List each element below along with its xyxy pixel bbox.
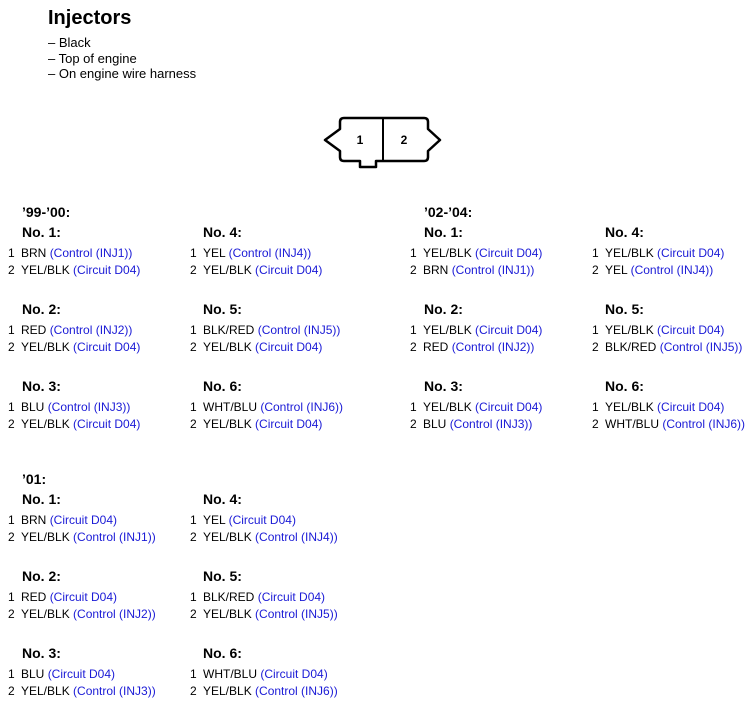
pin-number: 2 [8,530,15,544]
pin-row [190,323,340,337]
note-color: – Black [48,35,91,50]
pin-row [410,263,534,277]
pin-row [592,323,724,337]
circuit-description: (Control (INJ2)) [73,607,156,621]
injector-title: No. 1: [22,491,61,507]
injector-title: No. 5: [203,568,242,584]
pin-number: 2 [190,530,197,544]
pin-number: 1 [8,513,15,527]
circuit-description: (Control (INJ3)) [47,400,131,414]
wire-color: YEL/BLK [203,340,252,354]
pin-row [190,590,325,604]
injector-title: No. 3: [22,645,61,661]
wire-color: YEL/BLK [605,323,654,337]
pin-row [8,323,132,337]
wire-color: BLU [423,417,447,431]
pin-number: 1 [592,400,599,414]
injector-title: No. 4: [203,491,242,507]
wire-color: WHT/BLU [605,417,659,431]
injector-title: No. 6: [203,645,242,661]
pin-row [592,417,745,431]
pin-2-label: 2 [400,133,408,147]
pin-row [592,340,742,354]
pin-number: 2 [592,340,599,354]
circuit-description: (Control (INJ2)) [451,340,535,354]
year-range-heading: ’02-’04: [424,204,473,220]
pin-row [592,246,724,260]
injector-title: No. 3: [22,378,61,394]
pin-row [592,263,713,277]
circuit-description: (Circuit D04) [73,340,141,354]
pin-number: 2 [8,340,15,354]
note-harness: – On engine wire harness [48,66,197,81]
pin-row [8,513,117,527]
circuit-description: (Circuit D04) [475,400,543,414]
pin-number: 1 [8,590,15,604]
pin-row [190,400,343,414]
circuit-description: (Control (INJ6)) [255,684,338,698]
injector-title: No. 4: [605,224,644,240]
circuit-description: (Circuit D04) [255,263,323,277]
pin-number: 2 [190,340,197,354]
wire-color: YEL/BLK [605,246,654,260]
pin-number: 2 [8,684,15,698]
circuit-description: (Circuit D04) [73,417,141,431]
pin-number: 2 [410,340,417,354]
circuit-description: (Circuit D04) [47,667,116,681]
circuit-description: (Control (INJ1)) [73,530,156,544]
wire-color: YEL/BLK [203,530,252,544]
circuit-description: (Control (INJ3)) [73,684,156,698]
injector-title: No. 1: [424,224,463,240]
pin-row [8,340,140,354]
pin-row [190,530,338,544]
circuit-description: (Control (INJ1)) [451,263,535,277]
pin-number: 2 [8,417,15,431]
circuit-description: (Control (INJ5)) [659,340,743,354]
circuit-description: (Circuit D04) [475,323,543,337]
pin-number: 1 [190,246,197,260]
injector-title: No. 2: [22,568,61,584]
wire-color: BRN [21,246,47,260]
circuit-description: (Control (INJ3)) [449,417,533,431]
wire-color: BLK/RED [203,590,255,604]
circuit-description: (Control (INJ5)) [255,607,338,621]
circuit-description: (Circuit D04) [260,667,328,681]
circuit-description: (Circuit D04) [257,590,326,604]
wire-color: BLU [21,400,45,414]
circuit-description: (Circuit D04) [657,323,725,337]
pin-row [8,684,156,698]
circuit-description: (Control (INJ6)) [662,417,746,431]
pin-row [410,340,534,354]
circuit-description: (Circuit D04) [73,263,141,277]
injector-title: No. 5: [605,301,644,317]
pin-number: 2 [190,607,197,621]
pin-number: 2 [190,417,197,431]
wire-color: YEL/BLK [203,684,252,698]
pin-row [190,417,322,431]
wire-color: RED [423,340,449,354]
circuit-description: (Control (INJ4)) [630,263,714,277]
injector-title: No. 5: [203,301,242,317]
wire-color: YEL/BLK [605,400,654,414]
page-title: Injectors [48,7,132,29]
wire-color: YEL [605,263,628,277]
injector-title: No. 2: [22,301,61,317]
pin-number: 1 [190,400,197,414]
circuit-description: (Control (INJ6)) [260,400,344,414]
wire-color: YEL/BLK [203,263,252,277]
wire-color: BLU [21,667,45,681]
pin-row [190,667,328,681]
wire-color: WHT/BLU [203,667,257,681]
pin-row [190,263,322,277]
pin-row [190,340,322,354]
pin-row [8,530,156,544]
pin-row [8,667,115,681]
pin-number: 2 [190,684,197,698]
wire-color: YEL/BLK [423,246,472,260]
pin-number: 2 [190,263,197,277]
wire-color: YEL/BLK [21,530,70,544]
wire-color: BRN [423,263,449,277]
circuit-description: (Control (INJ2)) [49,323,133,337]
wire-color: YEL/BLK [423,323,472,337]
pin-number: 2 [410,263,417,277]
pin-number: 1 [592,246,599,260]
pin-row [8,400,130,414]
pin-number: 1 [8,246,15,260]
wire-color: WHT/BLU [203,400,257,414]
injector-title: No. 3: [424,378,463,394]
pin-number: 1 [190,667,197,681]
wire-color: RED [21,323,47,337]
pin-row [410,400,542,414]
pin-number: 1 [410,323,417,337]
wire-color: BRN [21,513,47,527]
pin-number: 1 [8,667,15,681]
wire-color: YEL [203,513,226,527]
pin-row [592,400,724,414]
pin-row [8,607,156,621]
year-range-heading: ’99-’00: [22,204,71,220]
circuit-description: (Control (INJ4)) [228,246,312,260]
wire-color: RED [21,590,47,604]
circuit-description: (Control (INJ4)) [255,530,338,544]
circuit-description: (Control (INJ5)) [257,323,341,337]
pin-number: 1 [190,590,197,604]
pin-row [190,607,338,621]
pin-number: 1 [592,323,599,337]
wire-color: YEL [203,246,226,260]
pin-number: 1 [410,246,417,260]
injector-title: No. 6: [203,378,242,394]
pin-number: 1 [410,400,417,414]
pin-number: 1 [190,323,197,337]
circuit-description: (Circuit D04) [475,246,543,260]
note-location: – Top of engine [48,50,137,66]
circuit-description: (Circuit D04) [255,340,323,354]
wire-color: YEL/BLK [203,607,252,621]
pin-row [410,323,542,337]
injector-title: No. 4: [203,224,242,240]
pin-number: 1 [8,400,15,414]
pin-number: 2 [8,263,15,277]
wire-color: YEL/BLK [21,340,70,354]
pin-row [8,590,117,604]
pin-row [190,684,338,698]
pin-row [410,246,542,260]
wire-color: YEL/BLK [203,417,252,431]
pin-row [190,246,311,260]
circuit-description: (Circuit D04) [657,246,725,260]
wire-color: YEL/BLK [21,263,70,277]
injector-title: No. 1: [22,224,61,240]
pin-row [8,417,140,431]
year-range-heading: ’01: [22,471,47,487]
wire-color: YEL/BLK [21,607,70,621]
wire-color: BLK/RED [605,340,657,354]
pin-number: 2 [592,417,599,431]
pin-1-label: 1 [356,133,364,147]
circuit-description: (Circuit D04) [49,513,118,527]
circuit-description: (Circuit D04) [228,513,296,527]
pin-row [410,417,532,431]
pin-row [190,513,296,527]
wire-color: YEL/BLK [21,684,70,698]
circuit-description: (Control (INJ1)) [49,246,133,260]
pin-row [8,246,132,260]
pin-number: 2 [410,417,417,431]
circuit-description: (Circuit D04) [657,400,725,414]
circuit-description: (Circuit D04) [255,417,323,431]
injector-title: No. 6: [605,378,644,394]
pin-number: 1 [190,513,197,527]
pin-number: 1 [8,323,15,337]
circuit-description: (Circuit D04) [49,590,118,604]
injector-title: No. 2: [424,301,463,317]
wire-color: YEL/BLK [423,400,472,414]
wire-color: YEL/BLK [21,417,70,431]
pin-number: 2 [8,607,15,621]
wire-color: BLK/RED [203,323,255,337]
pin-row [8,263,140,277]
pin-number: 2 [592,263,599,277]
